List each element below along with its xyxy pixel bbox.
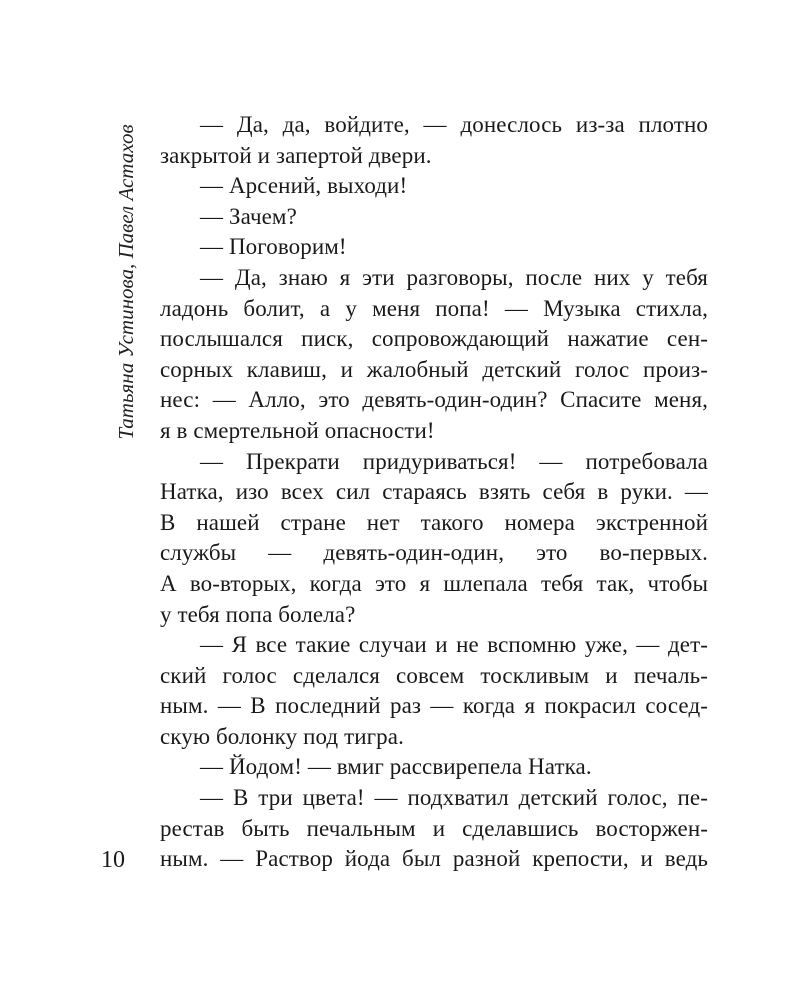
body-text bbox=[160, 110, 708, 875]
text-line: — Прекрати придуриваться! — потребовала bbox=[200, 448, 708, 474]
text-line: — Йодом! — вмиг рассвирепела Натка. bbox=[200, 754, 592, 780]
text-line: ладонь болит, а у меня попа! — Музыка стихла, bbox=[160, 295, 708, 321]
running-head-authors: Татьяна Устинова, Павел Астахов bbox=[114, 124, 138, 440]
text-line: ным. — В последний раз — когда я покрасил сосед- bbox=[160, 693, 708, 719]
text-line: сорных клавиш, и жалобный детский голос произ- bbox=[160, 356, 708, 382]
text-line: нес: — Алло, это девять-один-один? Спасите меня, bbox=[160, 387, 708, 413]
text-line: закрытой и запертой двери. bbox=[160, 142, 432, 168]
text-line: — Да, знаю я эти разговоры, после них у тебя bbox=[200, 264, 708, 290]
text-line: скую болонку под тигра. bbox=[160, 723, 404, 749]
text-line: службы — девять-один-один, это во-первых. bbox=[160, 540, 708, 566]
text-line: рестав быть печальным и сделавшись восторжен- bbox=[160, 815, 708, 841]
text-line: Натка, изо всех сил стараясь взять себя в руки. — bbox=[160, 479, 708, 505]
text-line: послышался писк, сопровождающий нажатие сен- bbox=[160, 326, 708, 352]
page-number: 10 bbox=[101, 847, 125, 873]
text-line: ский голос сделался совсем тоскливым и печаль- bbox=[160, 662, 708, 688]
text-line: у тебя попа болела? bbox=[160, 601, 356, 627]
text-line: — В три цвета! — подхватил детский голос, пе- bbox=[200, 785, 708, 811]
text-line: В нашей стране нет такого номера экстренной bbox=[160, 509, 708, 535]
text-line: А во-вторых, когда это я шлепала тебя так, чтобы bbox=[160, 570, 708, 596]
text-line: — Я все такие случаи и не вспомню уже, — дет- bbox=[200, 632, 708, 658]
text-line: — Да, да, войдите, — донеслось из-за плотно bbox=[200, 112, 708, 137]
text-line: — Арсений, выходи! bbox=[200, 173, 408, 199]
text-line: — Поговорим! bbox=[200, 234, 347, 260]
text-line: ным. — Раствор йода был разной крепости, и ведь bbox=[160, 846, 708, 872]
text-line: — Зачем? bbox=[200, 203, 297, 229]
text-line: я в смертельной опасности! bbox=[160, 417, 435, 443]
